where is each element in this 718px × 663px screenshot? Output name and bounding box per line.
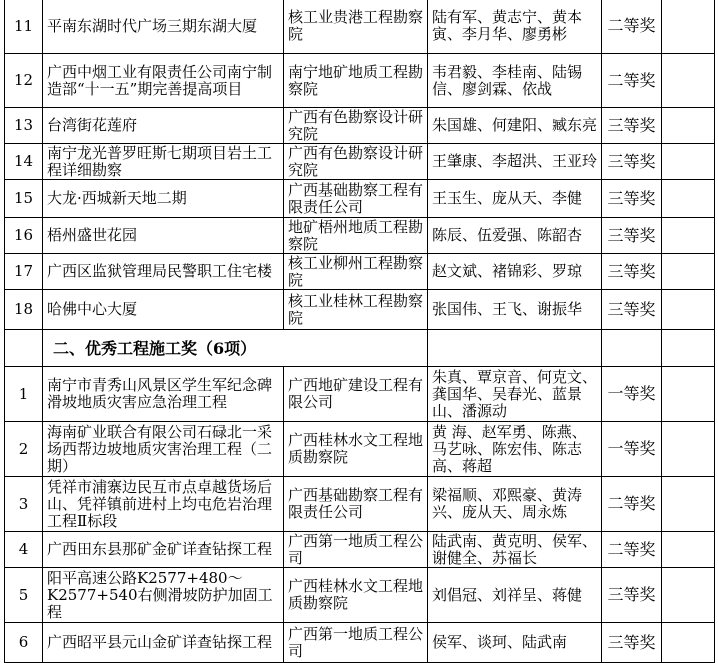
blank-cell — [662, 367, 715, 422]
unit-name: 广西地矿建设工程有限公司 — [284, 367, 428, 422]
blank-cell — [662, 568, 715, 623]
award-level: 二等奖 — [602, 532, 662, 568]
blank-cell — [5, 330, 43, 367]
blank-cell — [428, 330, 602, 367]
row-number: 1 — [5, 367, 43, 422]
project-name: 广西区监狱管理局民警职工住宅楼 — [43, 254, 284, 290]
people-names: 朱真、覃京音、何克文、龚国华、吴春光、蓝景山、潘源动 — [428, 367, 602, 422]
row-number: 12 — [5, 54, 43, 108]
blank-cell — [662, 108, 715, 144]
people-names: 陈辰、伍爱强、陈韶杏 — [428, 218, 602, 254]
unit-name: 广西有色勘察设计研究院 — [284, 108, 428, 144]
unit-name: 地矿梧州地质工程勘察院 — [284, 218, 428, 254]
project-name: 广西昭平县元山金矿详查钻探工程 — [43, 623, 284, 663]
table-row — [5, 568, 715, 623]
project-name: 海南矿业联合有限公司石碌北一采场西帮边坡地质灾害治理工程（二期） — [43, 422, 284, 477]
unit-name: 广西第一地质工程公司 — [284, 532, 428, 568]
award-level: 二等奖 — [602, 0, 662, 54]
people-names: 朱国雄、何建阳、臧东亮 — [428, 108, 602, 144]
people-names: 侯军、谈珂、陆武南 — [428, 623, 602, 663]
people-names: 王肇康、李超洪、王亚玲 — [428, 144, 602, 180]
unit-name: 核工业桂林工程勘察院 — [284, 290, 428, 330]
award-level: 二等奖 — [602, 477, 662, 532]
project-name: 凭祥市浦寨边民互市点卓越货场后山、凭祥镇前进村上均屯危岩治理工程Ⅱ标段 — [43, 477, 284, 532]
blank-cell — [662, 477, 715, 532]
blank-cell — [662, 54, 715, 108]
row-number: 11 — [5, 0, 43, 54]
unit-name: 核工业柳州工程勘察院 — [284, 254, 428, 290]
people-names: 梁福顺、邓熙豪、黄涛兴、庞从天、周永炼 — [428, 477, 602, 532]
unit-name: 广西基础勘察工程有限责任公司 — [284, 477, 428, 532]
row-number: 5 — [5, 568, 43, 623]
blank-cell — [662, 290, 715, 330]
project-name: 台湾街花莲府 — [43, 108, 284, 144]
table-row — [5, 254, 715, 290]
row-number: 6 — [5, 623, 43, 663]
people-names: 陆有军、黄志宁、黄本寅、李月华、廖勇彬 — [428, 0, 602, 54]
award-level: 三等奖 — [602, 180, 662, 218]
row-number: 18 — [5, 290, 43, 330]
row-number: 13 — [5, 108, 43, 144]
award-level: 一等奖 — [602, 367, 662, 422]
row-number: 2 — [5, 422, 43, 477]
table-row — [5, 477, 715, 532]
award-level: 三等奖 — [602, 290, 662, 330]
unit-name: 广西有色勘察设计研究院 — [284, 144, 428, 180]
blank-cell — [662, 218, 715, 254]
section-header-row — [5, 330, 715, 367]
unit-name: 核工业贵港工程勘察院 — [284, 0, 428, 54]
blank-cell — [662, 180, 715, 218]
table-row — [5, 54, 715, 108]
people-names: 张国伟、王飞、谢振华 — [428, 290, 602, 330]
unit-name: 南宁地矿地质工程勘察院 — [284, 54, 428, 108]
row-number: 17 — [5, 254, 43, 290]
row-number: 4 — [5, 532, 43, 568]
blank-cell — [662, 422, 715, 477]
unit-name: 广西桂林水文工程地质勘察院 — [284, 568, 428, 623]
row-number: 16 — [5, 218, 43, 254]
project-name: 平南东湖时代广场三期东湖大厦 — [43, 0, 284, 54]
row-number: 15 — [5, 180, 43, 218]
people-names: 韦君毅、李桂南、陆锡信、廖剑霖、依战 — [428, 54, 602, 108]
award-level: 三等奖 — [602, 108, 662, 144]
table-row — [5, 422, 715, 477]
awards-table-body — [5, 0, 715, 663]
project-name: 大龙·西城新天地二期 — [43, 180, 284, 218]
blank-cell — [602, 330, 662, 367]
people-names: 赵文斌、褚锦彩、罗琼 — [428, 254, 602, 290]
blank-cell — [662, 623, 715, 663]
table-row — [5, 623, 715, 663]
project-name: 南宁市青秀山风景区学生军纪念碑滑坡地质灾害应急治理工程 — [43, 367, 284, 422]
section-title: 二、优秀工程施工奖（6项） — [43, 330, 428, 367]
award-level: 三等奖 — [602, 144, 662, 180]
award-level: 三等奖 — [602, 254, 662, 290]
blank-cell — [662, 330, 715, 367]
unit-name: 广西第一地质工程公司 — [284, 623, 428, 663]
project-name: 阳平高速公路K2577+480～K2577+540右侧滑坡防护加固工程 — [43, 568, 284, 623]
award-level: 三等奖 — [602, 218, 662, 254]
awards-table — [4, 0, 715, 663]
project-name: 广西中烟工业有限责任公司南宁制造部“十一五”期完善提高项目 — [43, 54, 284, 108]
award-level: 一等奖 — [602, 422, 662, 477]
unit-name: 广西基础勘察工程有限责任公司 — [284, 180, 428, 218]
project-name: 南宁龙光普罗旺斯七期项目岩土工程详细勘察 — [43, 144, 284, 180]
row-number: 3 — [5, 477, 43, 532]
table-row — [5, 144, 715, 180]
people-names: 刘倡冠、刘祥呈、蒋健 — [428, 568, 602, 623]
project-name: 哈佛中心大厦 — [43, 290, 284, 330]
table-row — [5, 180, 715, 218]
unit-name: 广西桂林水文工程地质勘察院 — [284, 422, 428, 477]
project-name: 广西田东县那矿金矿详查钻探工程 — [43, 532, 284, 568]
blank-cell — [662, 532, 715, 568]
people-names: 黄 海、赵军勇、陈燕、马艺咏、陈宏伟、陈志高、蒋超 — [428, 422, 602, 477]
table-row — [5, 290, 715, 330]
table-row — [5, 108, 715, 144]
people-names: 王玉生、庞从天、李健 — [428, 180, 602, 218]
award-level: 二等奖 — [602, 54, 662, 108]
award-level: 三等奖 — [602, 568, 662, 623]
table-row — [5, 532, 715, 568]
blank-cell — [662, 254, 715, 290]
table-row — [5, 0, 715, 54]
row-number: 14 — [5, 144, 43, 180]
table-row — [5, 367, 715, 422]
project-name: 梧州盛世花园 — [43, 218, 284, 254]
blank-cell — [662, 144, 715, 180]
blank-cell — [662, 0, 715, 54]
award-level: 三等奖 — [602, 623, 662, 663]
people-names: 陆武南、黄克明、侯军、谢健全、苏福长 — [428, 532, 602, 568]
table-row — [5, 218, 715, 254]
